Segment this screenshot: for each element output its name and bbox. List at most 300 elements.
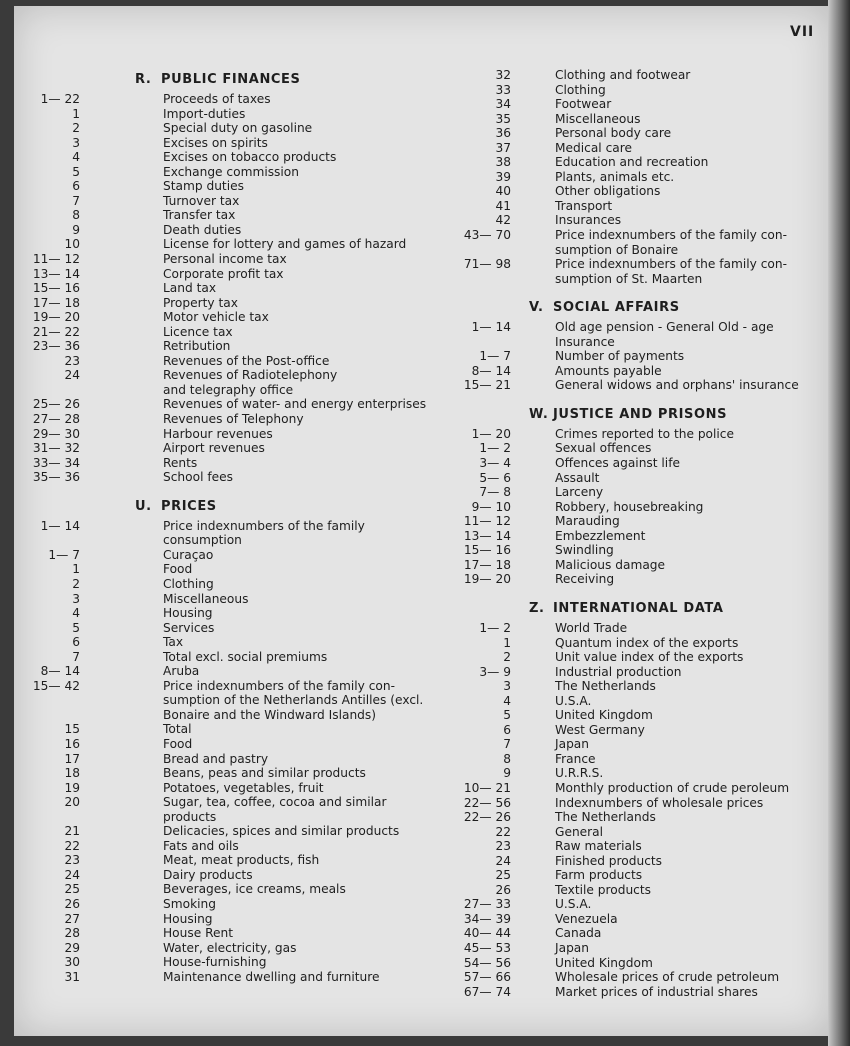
index-entry — [30, 441, 430, 456]
index-entry — [445, 766, 820, 781]
index-entry — [30, 281, 430, 296]
index-entry — [30, 562, 430, 577]
table-number: 15— 21 — [463, 378, 511, 393]
entry-label: Amounts payable — [555, 363, 662, 378]
table-number: 26 — [64, 896, 80, 911]
table-number: 15— 42 — [32, 678, 80, 693]
table-number: 6 — [503, 722, 511, 737]
entry-label: Wholesale prices of crude petroleum — [555, 970, 780, 985]
entry-label: Delicacies, spices and similar products — [163, 824, 400, 839]
entry-label: Old age pension - General Old - age — [555, 320, 774, 335]
entry-label: Crimes reported to the police — [555, 426, 734, 441]
table-number: 38 — [495, 155, 511, 170]
table-number: 3 — [72, 135, 80, 150]
index-entry — [445, 868, 820, 883]
index-entry — [30, 325, 430, 340]
table-number: 24 — [64, 368, 80, 383]
entry-label: Smoking — [163, 896, 216, 911]
table-number: 6 — [72, 635, 80, 650]
table-number: 13— 14 — [463, 528, 511, 543]
section-letter: Z. — [529, 600, 545, 616]
table-number: 23 — [64, 853, 80, 868]
table-number: 13— 14 — [32, 266, 80, 281]
index-entry — [30, 955, 430, 970]
table-number: 42 — [495, 213, 511, 228]
index-entry — [445, 650, 820, 665]
index-entry — [445, 839, 820, 854]
index-entry — [445, 529, 820, 544]
index-entry — [30, 752, 430, 767]
section-heading — [445, 597, 820, 621]
index-entry — [30, 208, 430, 223]
index-entry — [445, 97, 820, 112]
table-number: 4 — [72, 150, 80, 165]
entry-label: United Kingdom — [555, 955, 653, 970]
index-entry — [30, 650, 430, 665]
table-number: 34— 39 — [463, 911, 511, 926]
index-entry — [445, 810, 820, 825]
index-entry — [30, 868, 430, 883]
index-entry — [445, 213, 820, 228]
table-number: 33 — [495, 82, 511, 97]
entry-label: Receiving — [555, 572, 615, 587]
table-number: 26 — [495, 882, 511, 897]
entry-label: Dairy products — [163, 867, 253, 882]
index-entry — [445, 825, 820, 840]
table-number: 1— 7 — [48, 547, 80, 562]
entry-label: House Rent — [163, 926, 233, 941]
index-entry — [445, 500, 820, 515]
entry-label: Marauding — [555, 514, 620, 529]
section-heading — [30, 495, 430, 519]
index-entry — [445, 926, 820, 941]
table-number: 31— 32 — [32, 441, 80, 456]
index-entry — [445, 155, 820, 170]
table-number: 57— 66 — [463, 970, 511, 985]
table-number: 2 — [72, 576, 80, 591]
page-number: VII — [790, 24, 815, 40]
index-entry — [30, 296, 430, 311]
entry-label: Services — [163, 620, 215, 635]
table-number: 3 — [503, 679, 511, 694]
entry-label: Price indexnumbers of the family con- — [555, 228, 788, 243]
section-gap — [30, 485, 430, 495]
index-entry — [30, 970, 430, 985]
table-number: 41 — [495, 198, 511, 213]
entry-label: Industrial production — [555, 664, 682, 679]
table-number: 25 — [495, 868, 511, 883]
table-number: 28 — [64, 926, 80, 941]
entry-label: Corporate profit tax — [163, 266, 284, 281]
index-entry — [445, 708, 820, 723]
index-entry — [30, 165, 430, 180]
index-entry — [445, 170, 820, 185]
entry-label: Sugar, tea, coffee, cocoa and similar — [163, 795, 387, 810]
entry-label: Market prices of industrial shares — [555, 984, 758, 999]
index-entry — [30, 635, 430, 650]
entry-label: U.S.A. — [555, 897, 592, 912]
index-entry — [445, 694, 820, 709]
entry-label: Curaçao — [163, 547, 214, 562]
entry-label: Rents — [163, 455, 198, 470]
table-number: 31 — [64, 969, 80, 984]
entry-label: Textile products — [555, 882, 652, 897]
index-entry — [445, 679, 820, 694]
entry-label: Excises on spirits — [163, 135, 268, 150]
table-number: 25 — [64, 882, 80, 897]
table-number: 21— 22 — [32, 324, 80, 339]
table-number: 19 — [64, 780, 80, 795]
table-number: 37 — [495, 140, 511, 155]
table-number: 4 — [72, 606, 80, 621]
entry-label: Housing — [163, 911, 213, 926]
entry-label: Retribution — [163, 339, 231, 354]
index-entry — [445, 985, 820, 1000]
index-entry — [445, 441, 820, 456]
left-column — [30, 68, 430, 984]
table-number: 16 — [64, 736, 80, 751]
table-number: 23 — [64, 353, 80, 368]
entry-label: sumption of Bonaire — [555, 242, 679, 257]
entry-label: and telegraphy office — [163, 382, 294, 397]
section-letter: U. — [135, 498, 152, 514]
section-title: INTERNATIONAL DATA — [553, 600, 724, 616]
index-entry — [445, 427, 820, 442]
table-number: 8— 14 — [40, 664, 80, 679]
index-entry — [445, 912, 820, 927]
entry-label: School fees — [163, 470, 233, 485]
entry-label: Airport revenues — [163, 441, 265, 456]
entry-label: Medical care — [555, 140, 632, 155]
entry-label: U.R.R.S. — [555, 766, 604, 781]
index-entry — [445, 364, 820, 379]
table-number: 67— 74 — [463, 984, 511, 999]
entry-label: Clothing and footwear — [555, 68, 691, 82]
index-entry — [445, 752, 820, 767]
table-number: 24 — [64, 867, 80, 882]
table-number: 15 — [64, 722, 80, 737]
index-entry — [445, 335, 820, 350]
table-number: 9— 10 — [471, 499, 511, 514]
table-number: 3— 4 — [479, 456, 511, 471]
section-gap — [445, 393, 820, 403]
entry-label: Price indexnumbers of the family con- — [163, 678, 396, 693]
table-number: 1— 14 — [471, 320, 511, 335]
index-entry — [30, 664, 430, 679]
index-entry — [30, 897, 430, 912]
entry-label: Death duties — [163, 222, 242, 237]
index-entry — [445, 349, 820, 364]
table-number: 2 — [503, 650, 511, 665]
table-number: 27 — [64, 911, 80, 926]
table-number: 3 — [72, 591, 80, 606]
table-number: 35 — [495, 111, 511, 126]
table-number: 27— 33 — [463, 897, 511, 912]
table-number: 1 — [72, 562, 80, 577]
table-number: 27— 28 — [32, 412, 80, 427]
table-number: 22— 26 — [463, 810, 511, 825]
entry-label: Revenues of Radiotelephony — [163, 368, 338, 383]
table-number: 23 — [495, 839, 511, 854]
index-entry — [30, 310, 430, 325]
entry-label: consumption — [163, 533, 242, 548]
section-letter: V. — [529, 300, 544, 316]
index-entry — [30, 427, 430, 442]
right-column — [445, 68, 820, 999]
section-letter: W. — [529, 406, 549, 422]
index-entry — [30, 194, 430, 209]
entry-label: Import-duties — [163, 106, 246, 121]
table-number: 15— 16 — [463, 543, 511, 558]
table-number: 11— 12 — [463, 514, 511, 529]
entry-label: House-furnishing — [163, 955, 267, 970]
entry-label: Potatoes, vegetables, fruit — [163, 780, 324, 795]
index-entry — [445, 68, 820, 83]
table-number: 34 — [495, 97, 511, 112]
entry-label: Sexual offences — [555, 441, 652, 456]
table-number: 22 — [495, 824, 511, 839]
table-number: 5 — [72, 164, 80, 179]
index-entry — [445, 456, 820, 471]
entry-label: Licence tax — [163, 324, 233, 339]
page-edge-shadow — [828, 0, 850, 1046]
table-number: 17 — [64, 751, 80, 766]
table-number: 10 — [64, 237, 80, 252]
index-entry — [30, 470, 430, 485]
section-title: SOCIAL AFFAIRS — [553, 300, 680, 316]
index-entry — [30, 853, 430, 868]
entry-label: Swindling — [555, 543, 614, 558]
table-number: 29— 30 — [32, 426, 80, 441]
entry-label: Price indexnumbers of the family — [163, 518, 365, 533]
entry-label: Proceeds of taxes — [163, 92, 271, 106]
entry-label: The Netherlands — [555, 679, 656, 694]
entry-label: Land tax — [163, 281, 217, 296]
table-number: 17— 18 — [463, 557, 511, 572]
table-number: 35— 36 — [32, 470, 80, 485]
index-entry — [445, 665, 820, 680]
table-number: 8— 14 — [471, 363, 511, 378]
entry-label: U.S.A. — [555, 693, 592, 708]
table-number: 2 — [72, 121, 80, 136]
entry-label: Clothing — [163, 576, 214, 591]
index-entry — [445, 514, 820, 529]
section-heading — [445, 296, 820, 320]
entry-label: Total excl. social premiums — [163, 649, 328, 664]
table-number: 4 — [503, 693, 511, 708]
entry-label: Offences against life — [555, 456, 680, 471]
index-entry — [30, 912, 430, 927]
entry-label: Transport — [555, 198, 613, 213]
index-entry — [30, 354, 430, 369]
index-entry — [30, 592, 430, 607]
index-entry — [30, 150, 430, 165]
index-entry — [445, 781, 820, 796]
index-entry — [30, 456, 430, 471]
index-entry — [445, 199, 820, 214]
index-entry — [445, 897, 820, 912]
table-number: 1— 22 — [40, 92, 80, 106]
table-number: 29 — [64, 940, 80, 955]
index-entry — [30, 121, 430, 136]
table-number: 43— 70 — [463, 228, 511, 243]
entry-label: Finished products — [555, 853, 663, 868]
table-number: 19— 20 — [463, 572, 511, 587]
index-entry — [445, 485, 820, 500]
entry-label: Larceny — [555, 485, 604, 500]
table-number: 6 — [72, 179, 80, 194]
index-entry — [30, 136, 430, 151]
table-number: 1 — [72, 106, 80, 121]
entry-label: Assault — [555, 470, 600, 485]
index-entry — [30, 252, 430, 267]
index-entry — [30, 383, 430, 398]
index-entry — [445, 112, 820, 127]
index-entry — [30, 533, 430, 548]
index-entry — [445, 257, 820, 272]
table-number: 5— 6 — [479, 470, 511, 485]
entry-label: General widows and orphans' insurance — [555, 378, 799, 393]
entry-label: Indexnumbers of wholesale prices — [555, 795, 764, 810]
section-title: JUSTICE AND PRISONS — [553, 406, 728, 422]
index-entry — [30, 737, 430, 752]
index-entry — [30, 267, 430, 282]
entry-label: West Germany — [555, 722, 645, 737]
table-number: 7— 8 — [479, 485, 511, 500]
index-entry — [445, 272, 820, 287]
entry-label: Monthly production of crude peroleum — [555, 780, 790, 795]
index-entry — [30, 107, 430, 122]
entry-label: Excises on tobacco products — [163, 150, 337, 165]
index-entry — [30, 926, 430, 941]
index-entry — [445, 572, 820, 587]
entry-label: Water, electricity, gas — [163, 940, 297, 955]
table-number: 32 — [495, 68, 511, 82]
entry-label: The Netherlands — [555, 810, 656, 825]
entry-label: Special duty on gasoline — [163, 121, 313, 136]
index-entry — [30, 548, 430, 563]
table-number: 54— 56 — [463, 955, 511, 970]
index-entry — [30, 223, 430, 238]
entry-label: Other obligations — [555, 184, 661, 199]
index-entry — [445, 941, 820, 956]
entry-label: Motor vehicle tax — [163, 310, 269, 325]
index-entry — [30, 824, 430, 839]
entry-label: Price indexnumbers of the family con- — [555, 257, 788, 272]
table-number: 1— 2 — [479, 620, 511, 635]
table-number: 7 — [72, 193, 80, 208]
index-entry — [30, 519, 430, 534]
entry-label: United Kingdom — [555, 708, 653, 723]
index-entry — [445, 621, 820, 636]
index-entry — [445, 471, 820, 486]
entry-label: Personal body care — [555, 126, 672, 141]
entry-label: Canada — [555, 926, 602, 941]
entry-label: Footwear — [555, 97, 612, 112]
section-gap — [445, 587, 820, 597]
index-entry — [30, 606, 430, 621]
section-heading — [30, 68, 430, 92]
section-heading — [445, 403, 820, 427]
index-entry — [445, 636, 820, 651]
table-number: 8 — [72, 208, 80, 223]
section-title: PUBLIC FINANCES — [161, 72, 301, 87]
index-entry — [30, 693, 430, 708]
index-entry — [30, 882, 430, 897]
entry-label: Embezzlement — [555, 528, 646, 543]
entry-label: License for lottery and games of hazard — [163, 237, 407, 252]
entry-label: Meat, meat products, fish — [163, 853, 320, 868]
entry-label: General — [555, 824, 604, 839]
entry-label: Quantum index of the exports — [555, 635, 739, 650]
entry-label: sumption of the Netherlands Antilles (excl. — [163, 693, 424, 708]
index-entry — [445, 83, 820, 98]
entry-label: Japan — [555, 940, 589, 955]
table-number: 9 — [503, 766, 511, 781]
table-number: 40 — [495, 184, 511, 199]
entry-label: Raw materials — [555, 839, 642, 854]
entry-label: Venezuela — [555, 911, 618, 926]
table-number: 25— 26 — [32, 397, 80, 412]
index-entry — [445, 558, 820, 573]
index-entry — [30, 368, 430, 383]
index-entry — [445, 970, 820, 985]
entry-label: Clothing — [555, 82, 606, 97]
entry-label: Miscellaneous — [555, 111, 641, 126]
index-entry — [445, 883, 820, 898]
index-entry — [30, 577, 430, 592]
table-number: 39 — [495, 169, 511, 184]
entry-label: Revenues of the Post-office — [163, 353, 330, 368]
table-number: 71— 98 — [463, 257, 511, 272]
index-entry — [445, 378, 820, 393]
index-entry — [30, 795, 430, 810]
table-number: 36 — [495, 126, 511, 141]
entry-label: France — [555, 751, 596, 766]
entry-label: Insurances — [555, 213, 622, 228]
entry-label: Revenues of Telephony — [163, 412, 304, 427]
index-entry — [30, 941, 430, 956]
table-number: 33— 34 — [32, 455, 80, 470]
entry-label: Bonaire and the Windward Islands) — [163, 707, 377, 722]
index-entry — [30, 708, 430, 723]
index-entry — [30, 92, 430, 107]
entry-label: Beans, peas and similar products — [163, 766, 366, 781]
index-entry — [30, 397, 430, 412]
entry-label: Stamp duties — [163, 179, 244, 194]
entry-label: products — [163, 809, 217, 824]
table-number: 19— 20 — [32, 310, 80, 325]
entry-label: Maintenance dwelling and furniture — [163, 969, 380, 984]
entry-label: Bread and pastry — [163, 751, 269, 766]
table-number: 9 — [72, 222, 80, 237]
table-number: 22— 56 — [463, 795, 511, 810]
table-number: 17— 18 — [32, 295, 80, 310]
table-number: 15— 16 — [32, 281, 80, 296]
index-entry — [445, 228, 820, 243]
index-entry — [30, 810, 430, 825]
table-number: 23— 36 — [32, 339, 80, 354]
table-number: 7 — [72, 649, 80, 664]
table-number: 22 — [64, 838, 80, 853]
index-entry — [445, 737, 820, 752]
entry-label: Education and recreation — [555, 155, 709, 170]
index-entry — [30, 412, 430, 427]
table-number: 30 — [64, 955, 80, 970]
entry-label: Tax — [163, 635, 184, 650]
table-number: 18 — [64, 766, 80, 781]
index-entry — [445, 126, 820, 141]
